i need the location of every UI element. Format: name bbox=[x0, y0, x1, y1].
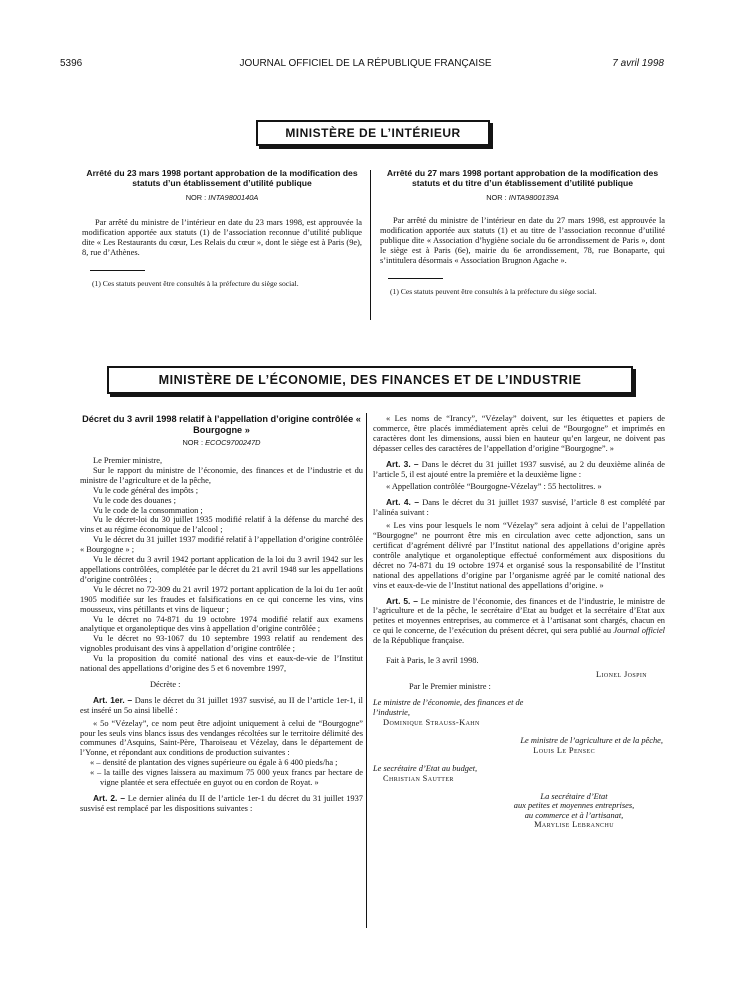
sig2-title: Le ministre de l’agriculture et de la pêche, bbox=[520, 735, 663, 745]
decret-nor bbox=[80, 438, 363, 447]
article-4 bbox=[373, 498, 665, 518]
sig4-title-3: au commerce et à l’artisanat, bbox=[524, 810, 624, 820]
sig1-name: Dominique Strauss-Kahn bbox=[383, 717, 480, 727]
sig3-title: Le secrétaire d’Etat au budget, bbox=[373, 763, 478, 773]
footnote-rule bbox=[388, 278, 443, 279]
nor-code: ECOC9700247D bbox=[205, 438, 261, 447]
article-5-text-end: de la République française. bbox=[373, 636, 465, 646]
sig2-name: Louis Le Pensec bbox=[533, 745, 595, 755]
footnote-rule bbox=[90, 270, 145, 271]
decret-p10: Vu le décret no 93-1067 du 10 septembre 1993 relatif au rendement des vignobles produisant des vins à appellation d’origine contrôlée ; bbox=[80, 634, 363, 654]
article-1-bullet-1: « – densité de plantation des vignes supérieure ou égale à 6 400 pieds/ha ; bbox=[90, 758, 338, 768]
nor-code: INTA9800140A bbox=[208, 193, 259, 202]
par-le-premier-ministre: Par le Premier ministre : bbox=[409, 681, 491, 691]
arrete-27-mars-footnote: (1) Ces statuts peuvent être consultés à la préfecture du siège social. bbox=[390, 286, 597, 296]
nor-label: NOR : bbox=[486, 193, 507, 202]
arrete-27-mars-nor bbox=[380, 193, 665, 202]
decret-p5: Vu le décret-loi du 30 juillet 1935 modifié relatif à la défense du marché des vins et au régime économique de l’alcool ; bbox=[80, 515, 363, 535]
ministry-interieur-heading: MINISTÈRE DE L’INTÉRIEUR bbox=[256, 120, 490, 146]
decret-p0: Le Premier ministre, bbox=[93, 456, 163, 465]
sig1-title: Le ministre de l’économie, des finances et de l’industrie, bbox=[373, 697, 524, 717]
arrete-27-mars-text: Par arrêté du ministre de l’intérieur en date du 27 mars 1998, est approuvée la modification apportée aux statuts (1) et au titre de l’association reconnue d’utilité publique dite « Association d’hygiène sociale du 6e arrondissement de Paris », dont le siège est à Paris (6e), mairie du 6e arrondissement, 78, rue Bonaparte, qui s’intitulera désormais « Association Brugnon Agache ». bbox=[380, 216, 665, 265]
journal-title: JOURNAL OFFICIEL DE LA RÉPUBLIQUE FRANÇAISE bbox=[239, 58, 492, 69]
arrete-27-mars-title: Arrêté du 27 mars 1998 portant approbation de la modification des statuts et du titre d’un établissement d’utilité publique bbox=[386, 168, 659, 188]
sig3-name: Christian Sautter bbox=[383, 773, 454, 783]
article-2-label: Art. 2. – bbox=[93, 793, 125, 803]
column-divider bbox=[370, 170, 371, 320]
article-1-text: Dans le décret du 31 juillet 1937 susvisé, au II de l’article 1er-1, il est inséré un 5o ainsi libellé : bbox=[80, 695, 364, 715]
article-4-quote: « Les vins pour lesquels le nom “Vézelay” sera adjoint à celui de l’appellation “Bourgogne” ne pourront être mis en circulation avec cette adjonction, sans un certificat d’agrément délivré par l’Institut national des appellations d’origine après contrôle analytique et organoleptique effectué conformément aux dispositions du décret no 74-871 du 19 octobre 1974 et organisé sous la responsabilité de l’Institut national des appellations d’origine par l’organisme agréé par le comité national des vins et eaux-de-vie de l’Institut national des appellations d’origine. » bbox=[373, 521, 665, 590]
article-5-label: Art. 5. – bbox=[386, 595, 418, 606]
arrete-27-mars bbox=[380, 168, 665, 296]
nor-label: NOR : bbox=[182, 438, 203, 447]
nor-code: INTA9800139A bbox=[508, 193, 559, 202]
column-divider bbox=[366, 413, 367, 928]
decret-p9: Vu le décret no 74-871 du 19 octobre 1974 modifié relatif aux examens analytique et organoleptique des vins à appellation d’origine contrôlée ; bbox=[80, 614, 363, 634]
page-number: 5396 bbox=[60, 58, 83, 69]
ministry-economie-heading: MINISTÈRE DE L’ÉCONOMIE, DES FINANCES ET DE L’INDUSTRIE bbox=[107, 366, 633, 394]
article-5 bbox=[373, 597, 665, 647]
article-2-quote: « Les noms de “Irancy”, “Vézelay” doivent, sur les étiquettes et papiers de commerce, être placés immédiatement après celui de “Bourgogne” et imprimés en caractères dont les dimensions, aussi bien en hauteur qu’en largeur, ne doivent pas dépasser celles des caractères de l’appellation d’origine “Bourgogne”. » bbox=[373, 414, 665, 453]
article-3 bbox=[373, 460, 665, 480]
article-1 bbox=[80, 696, 363, 716]
arrete-23-mars-title: Arrêté du 23 mars 1998 portant approbation de la modification des statuts d’un établissement d’utilité publique bbox=[86, 168, 358, 188]
article-4-label: Art. 4. – bbox=[386, 497, 419, 508]
article-5-text: Le ministre de l’économie, des finances et de l’industrie, le ministre de l’agriculture et de la pêche, le secrétaire d’Etat au budget et la secrétaire d’Etat aux petites et moyennes entreprises, au commerce et à l’artisanat sont chargés, chacun en ce qui le concerne, de l’exécution du présent décret, qui sera publié au bbox=[373, 596, 665, 636]
article-3-label: Art. 3. – bbox=[386, 458, 419, 469]
decret-p2: Vu le code général des impôts ; bbox=[93, 485, 199, 495]
article-3-quote: « Appellation contrôlée “Bourgogne-Vézelay” : 55 hectolitres. » bbox=[386, 482, 602, 492]
decrete: Décrète : bbox=[150, 679, 181, 689]
decret-p4: Vu le code de la consommation ; bbox=[93, 505, 203, 515]
sig4-title-1: La secrétaire d’Etat bbox=[540, 791, 608, 801]
decret-p11: Vu la proposition du comité national des vins et eaux-de-vie de l’Institut national des appellations d’origine des 5 et 6 novembre 1997, bbox=[80, 654, 363, 674]
decret-p8: Vu le décret no 72-309 du 21 avril 1972 portant application de la loi du 1er août 1905 modifiée sur les fraudes et falsifications en ce qui concerne les vins, vins mousseux, vins pétillants et vins de liqueur ; bbox=[80, 584, 363, 614]
fait-a-paris: Fait à Paris, le 3 avril 1998. bbox=[386, 656, 479, 666]
arrete-23-mars-footnote: (1) Ces statuts peuvent être consultés à la préfecture du siège social. bbox=[92, 278, 299, 288]
article-1-bullet-2: « – la taille des vignes laissera au maximum 75 000 yeux francs par hectare de vigne plantée et sera effectuée en guyot ou en cordon de Royat. » bbox=[90, 768, 363, 788]
article-4-text: Dans le décret du 31 juillet 1937 susvisé, l’article 8 est complété par l’alinéa suivant : bbox=[373, 498, 665, 518]
decret-p7: Vu le décret du 3 avril 1942 portant application de la loi du 3 avril 1942 sur les appellations contrôlées, complétée par le décret du 21 avril 1948 sur les appellations d’origine contrôlées ; bbox=[80, 555, 363, 584]
arrete-23-mars bbox=[82, 168, 362, 288]
decret-p1: Sur le rapport du ministre de l’économie, des finances et de l’industrie et du ministre de l’agriculture et de la pêche, bbox=[80, 465, 363, 485]
arrete-23-mars-text: Par arrêté du ministre de l’intérieur en date du 23 mars 1998, est approuvée la modification apportée aux statuts (1) de l’association reconnue d’utilité publique dite « Les Restaurants du cœur, Les Relais du cœur », dont le siège est à Paris (9e), 8, rue d’Athènes. bbox=[82, 218, 362, 257]
decret-left-column bbox=[80, 414, 363, 814]
journal-officiel-ref: Journal officiel bbox=[613, 626, 666, 636]
signatory-premier-ministre: Lionel Jospin bbox=[595, 669, 647, 679]
sig4-name: Marylise Lebranchu bbox=[534, 820, 614, 830]
article-3-text: Dans le décret du 31 juillet 1937 susvisé, au 2 du deuxième alinéa de l’article 5, il est ajouté entre la première et la deuxième ligne : bbox=[373, 459, 665, 479]
article-2-text: Le dernier alinéa du II de l’article 1er-1 du décret du 31 juillet 1937 susvisé est remplacé par les dispositions suivantes : bbox=[80, 794, 363, 813]
issue-date: 7 avril 1998 bbox=[612, 58, 664, 69]
article-1-label: Art. 1er. – bbox=[93, 694, 133, 705]
arrete-23-mars-nor bbox=[82, 193, 362, 202]
article-2 bbox=[80, 794, 363, 814]
decret-p6: Vu le décret du 31 juillet 1937 modifié relatif à l’appellation d’origine contrôlée « Bourgogne » ; bbox=[80, 535, 363, 555]
article-1-quote: « 5o “Vézelay”, ce nom peut être adjoint uniquement à celui de “Bourgogne” pour les seuls vins blancs issus des vendanges récoltées sur le territoire délimité des communes d’Asquins, Saint-Père, Tharoiseau et Vézelay, dans le département de l’Yonne, et répondant aux conditions de production suivantes : bbox=[80, 718, 363, 758]
nor-label: NOR : bbox=[185, 193, 207, 202]
decret-title: Décret du 3 avril 1998 relatif à l’appellation d’origine contrôlée « Bourgogne » bbox=[82, 414, 361, 435]
sig4-title-2: aux petites et moyennes entreprises, bbox=[513, 801, 635, 811]
decret-right-column bbox=[373, 414, 665, 830]
decret-p3: Vu le code des douanes ; bbox=[93, 495, 176, 505]
